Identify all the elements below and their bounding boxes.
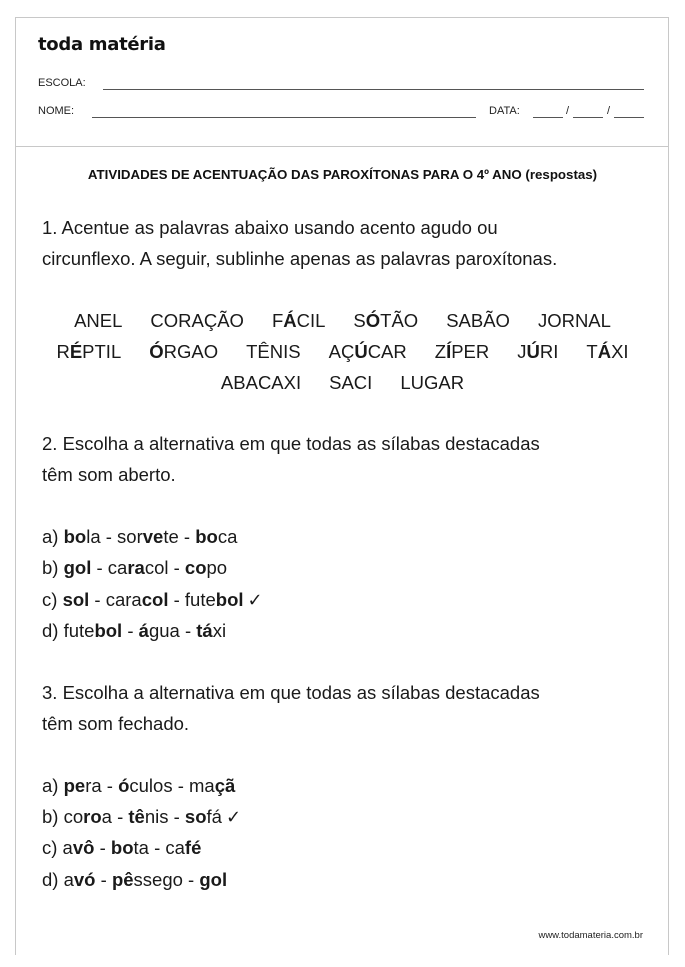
word-row — [0, 305, 685, 336]
word-item: SABÃO — [446, 310, 510, 331]
word-item: JÚRI — [517, 341, 559, 362]
q2-option-c[interactable]: c) sol - caracol - futebol ✓ — [42, 589, 263, 611]
school-field[interactable] — [103, 89, 644, 90]
q3-option-a[interactable]: a) pera - óculos - maçã — [42, 775, 236, 796]
word-item: FÁCIL — [271, 310, 326, 331]
highlighted-syllable: sol — [62, 589, 90, 610]
word-row — [0, 336, 685, 367]
date-month-field[interactable] — [573, 117, 603, 118]
highlighted-syllable: col — [141, 589, 169, 610]
highlighted-syllable: ve — [142, 526, 164, 547]
accented-letter: Á — [597, 341, 612, 362]
highlighted-syllable: bo — [195, 526, 218, 547]
word-item: RÉPTIL — [56, 341, 122, 362]
highlighted-syllable: bo — [110, 837, 134, 858]
question-2-line: 2. Escolha a alternativa em que todas as sílabas destacadas — [42, 433, 540, 454]
question-2 — [42, 428, 652, 490]
word-item: SÓTÃO — [353, 310, 419, 331]
word-item: TÊNIS — [246, 341, 301, 362]
highlighted-syllable: ó — [118, 775, 130, 796]
accented-letter: Ó — [365, 310, 381, 331]
highlighted-syllable: vó — [73, 869, 96, 890]
footer-url[interactable]: www.todamateria.com.br — [538, 930, 643, 941]
highlighted-syllable: ra — [127, 557, 145, 578]
question-3 — [42, 677, 652, 739]
date-day-field[interactable] — [533, 117, 563, 118]
question-2-line: têm som aberto. — [42, 464, 176, 485]
date-separator: / — [566, 105, 570, 117]
word-item: ANEL — [74, 310, 123, 331]
q2-option-d[interactable]: d) futebol - água - táxi — [42, 620, 227, 641]
word-row — [0, 367, 685, 398]
check-icon: ✓ — [225, 807, 242, 828]
highlighted-syllable: gol — [199, 869, 228, 890]
accented-letter: É — [69, 341, 83, 362]
date-year-field[interactable] — [614, 117, 644, 118]
word-item: JORNAL — [537, 310, 611, 331]
word-item: ZÍPER — [434, 341, 490, 362]
highlighted-syllable: bol — [94, 620, 123, 641]
date-label: DATA: — [489, 105, 520, 117]
accented-letter: Á — [283, 310, 297, 331]
accented-letter: Í — [446, 341, 452, 362]
page-title: ATIVIDADES DE ACENTUAÇÃO DAS PAROXÍTONAS PARA O 4º ANO (respostas) — [87, 167, 598, 182]
date-separator: / — [607, 105, 611, 117]
highlighted-syllable: gol — [63, 557, 92, 578]
q3-option-d[interactable]: d) avó - pêssego - gol — [42, 869, 228, 890]
word-item: AÇÚCAR — [328, 341, 407, 362]
logo: toda matéria — [38, 34, 166, 55]
highlighted-syllable: tê — [128, 806, 145, 827]
highlighted-syllable: çã — [214, 775, 236, 796]
question-1-line: circunflexo. A seguir, sublinhe apenas as palavras paroxítonas. — [42, 248, 558, 269]
word-item: CORAÇÃO — [150, 310, 244, 331]
highlighted-syllable: vô — [72, 837, 95, 858]
word-item: ABACAXI — [220, 372, 302, 393]
highlighted-syllable: pe — [63, 775, 86, 796]
highlighted-syllable: tá — [196, 620, 213, 641]
word-item: ÓRGAO — [149, 341, 219, 362]
question-1-line: 1. Acentue as palavras abaixo usando acento agudo ou — [42, 217, 498, 238]
check-icon: ✓ — [247, 590, 263, 611]
question-1 — [42, 212, 652, 274]
q3-option-c[interactable]: c) avô - bota - café — [42, 837, 202, 858]
q2-option-a[interactable]: a) bola - sorvete - boca — [42, 526, 238, 547]
q3-option-b[interactable]: b) coroa - tênis - sofá ✓ — [42, 806, 242, 828]
name-label: NOME: — [38, 105, 75, 117]
highlighted-syllable: á — [138, 620, 149, 641]
word-item: SACI — [329, 372, 373, 393]
accented-letter: Ú — [526, 341, 540, 362]
highlighted-syllable: pê — [111, 869, 134, 890]
highlighted-syllable: co — [184, 557, 207, 578]
question-3-line: 3. Escolha a alternativa em que todas as sílabas destacadas — [42, 682, 540, 703]
header-divider — [15, 146, 669, 147]
q2-option-b[interactable]: b) gol - caracol - copo — [42, 557, 228, 578]
highlighted-syllable: ro — [83, 806, 102, 827]
name-field[interactable] — [92, 117, 476, 118]
accented-letter: Ó — [149, 341, 164, 362]
accented-letter: Ú — [354, 341, 368, 362]
word-item: TÁXI — [586, 341, 629, 362]
school-label: ESCOLA: — [38, 77, 86, 89]
highlighted-syllable: bol — [215, 589, 244, 610]
highlighted-syllable: fé — [184, 837, 202, 858]
highlighted-syllable: so — [184, 806, 207, 827]
word-item: LUGAR — [400, 372, 465, 393]
highlighted-syllable: bo — [63, 526, 87, 547]
question-3-line: têm som fechado. — [42, 713, 190, 734]
